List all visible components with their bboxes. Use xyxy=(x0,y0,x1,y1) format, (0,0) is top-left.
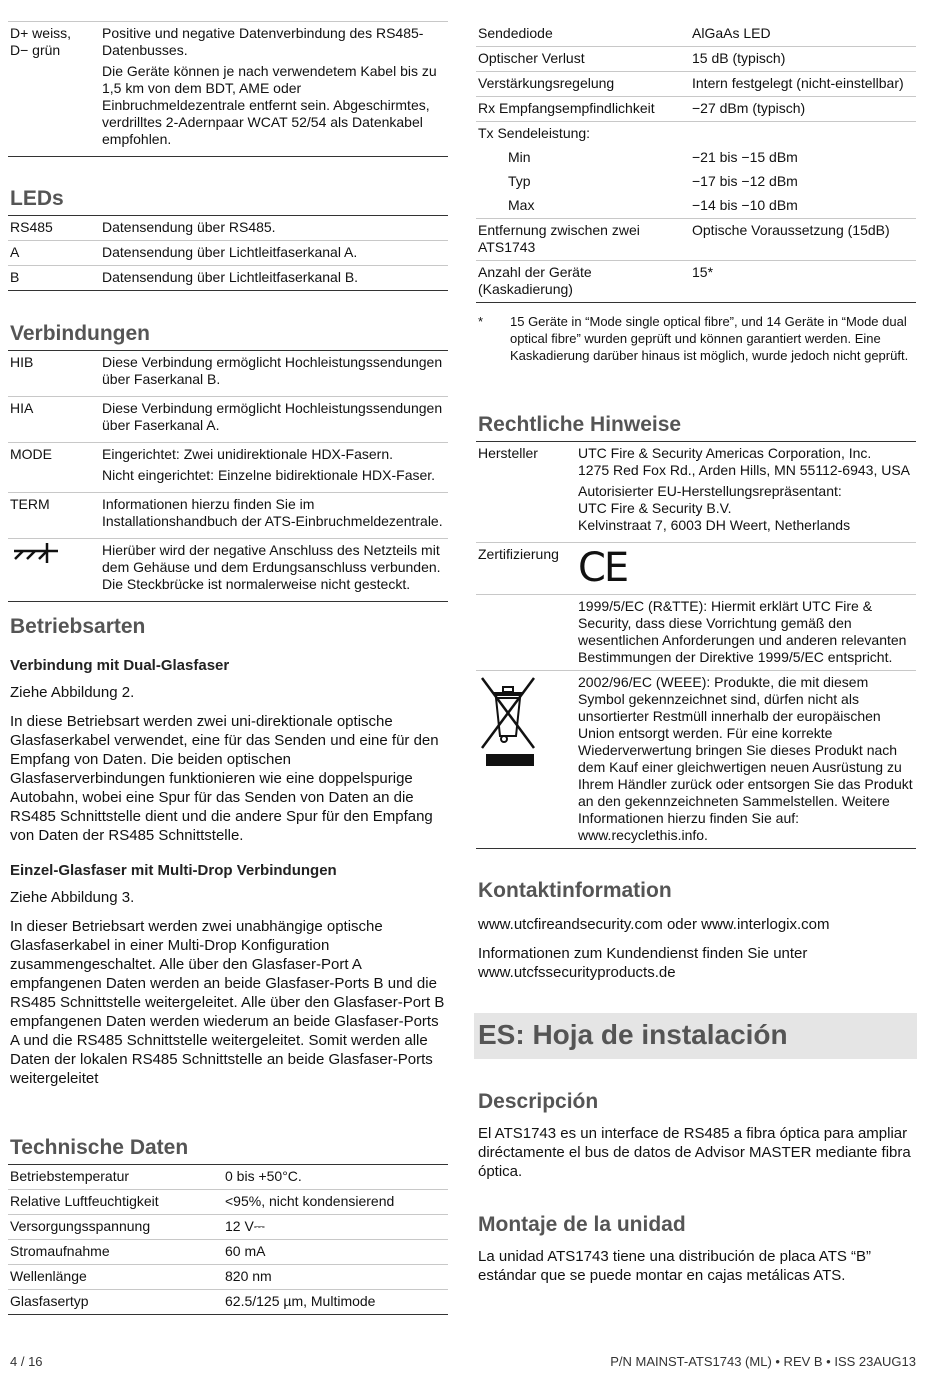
ce-mark-icon: CE xyxy=(578,545,628,591)
figure-reference: Ziehe Abbildung 3. xyxy=(10,889,135,906)
row-key: D+ weiss, D− grün xyxy=(10,25,72,58)
table-row: Zertifizierung CE xyxy=(476,543,916,595)
table-row: Hersteller UTC Fire & Security Americas Corporation, Inc. 1275 Red Fox Rd., Arden Hills, MN 55112-6943, USA Autorisierter EU-Herstellungsrepräsentant: UTC Fire & Security B.V. Kelvinstraat 7, 6003 DH Weert, Netherlands xyxy=(476,442,916,543)
footnote xyxy=(476,313,916,364)
weee-text: 2002/96/EC (WEEE): Produkte, die mit diesem Symbol gekennzeichnet sind, dürfen nicht als unsortierter Restmüll innerhalb der europäischen Union entsorgt werden. Für eine korrekte Wiederverwertung bringen Sie dieses Produkt nach dem Kauf einer gleichwertigen neuen Ausrüstung zu Ihrem Händler zurück oder entsorgen Sie das Produkt an den gekennzeichneten Sammelstellen. Weitere Informationen hierzu finden Sie auf: www.recyclethis.info. xyxy=(578,674,913,843)
paragraph: In dieser Betriebsart werden zwei unabhängige optische Glasfaserkabel in einer Multi-Drop Konfiguration zusammengeschaltet. Alle über den Glasfaser-Port A empfangenen Daten werden an beide Glasfaser-Ports B und die RS485 Schnittstelle weitergeleitet. Alle über den Glasfaser-Port B empfangenen Daten werden wiederum an beide Glasfaser-Ports A und die RS485 Schnittstelle weitergeleitet. Somit werden alle Daten der lokalen RS485 Schnittstelle an beide Glasfaser-Ports weitergeleitet xyxy=(10,918,445,1087)
footnote-mark: * xyxy=(478,314,484,329)
top-table xyxy=(8,21,448,157)
section-title: Technische Daten xyxy=(8,1136,448,1165)
footnote-text: 15 Geräte in “Mode single optical fibre”, und 14 Geräte in “Mode dual optical fibre” wurden geprüft und können garantiert werden. Eine Kaskadierung darüber hinaus ist möglich, wurde jedoch nicht geprüft. xyxy=(510,314,909,363)
section-title: Montaje de la unidad xyxy=(478,1213,686,1236)
rtte-text: 1999/5/EC (R&TTE): Hiermit erklärt UTC Fire & Security, dass diese Vorrichtung gemäß den wesentlichen Anforderungen und anderen relevanten Bestimmungen der Direktive 1999/5/EC entspricht. xyxy=(578,598,907,665)
section-title: Verbindungen xyxy=(8,322,448,351)
paragraph: El ATS1743 es un interface de RS485 a fibra óptica para ampliar diréctamente el bus de datos de Advisor MASTER mediante fibra óptica. xyxy=(478,1125,911,1180)
kontakt-section xyxy=(476,879,916,992)
table-row: Max −14 bis −10 dBm xyxy=(476,194,916,219)
table-row: Wellenlänge 820 nm xyxy=(8,1265,448,1290)
part-number: P/N MAINST-ATS1743 (ML) • REV B • ISS 23AUG13 xyxy=(610,1354,916,1369)
table-row: Anzahl der Geräte (Kaskadierung) 15* xyxy=(476,261,916,303)
paragraph: In diese Betriebsart werden zwei uni-direktionale optische Glasfaserkabel verwendet, eine für das Senden und eine für den Empfang von Daten. Die beiden optischen Glasfaserverbindungen funktionieren wie eine doppelspurige Autobahn, wobei eine Spur für das Senden von Daten an die RS485 Schnittstelle dient und die andere Spur für den Empfang von Daten der RS485 Schnittstelle. xyxy=(10,713,439,844)
table-row: Versorgungsspannung 12 V⎓ xyxy=(8,1215,448,1240)
spec-table-continued xyxy=(476,22,916,303)
table-row: Verstärkungsregelung Intern festgelegt (nicht-einstellbar) xyxy=(476,72,916,97)
table-row: Hierüber wird der negative Anschluss des Netzteils mit dem Gehäuse und dem Erdungsanschluss verbunden. Die Steckbrücke ist normalerweise nicht gesteckt. xyxy=(8,539,448,602)
table-row: Entfernung zwischen zwei ATS1743 Optische Voraussetzung (15dB) xyxy=(476,219,916,261)
leds-section xyxy=(8,187,448,291)
eu-representative: Autorisierter EU-Herstellungsrepräsentant: UTC Fire & Security B.V. Kelvinstraat 7, 6003 DH Weert, Netherlands xyxy=(578,483,851,533)
section-title: Rechtliche Hinweise xyxy=(476,413,916,442)
paragraph: La unidad ATS1743 tiene una distribución de placa ATS “B” estándar que se puede montar en cajas metálicas ATS. xyxy=(478,1248,872,1284)
section-title: Kontaktinformation xyxy=(478,879,672,902)
table-row: TERM Informationen hierzu finden Sie im Installationshandbuch der ATS-Einbruchmeldezentrale. xyxy=(8,493,448,539)
table-row: Rx Empfangsempfindlichkeit −27 dBm (typisch) xyxy=(476,97,916,122)
table-row: B Datensendung über Lichtleitfaserkanal B. xyxy=(8,266,448,291)
verbindungen-section xyxy=(8,322,448,602)
table-row: Glasfasertyp 62.5/125 µm, Multimode xyxy=(8,1290,448,1315)
row-text: Die Geräte können je nach verwendetem Kabel bis zu 1,5 km von dem BDT, AME oder Einbruchmeldezentrale entfernt sein. Abgeschirmtes, verdrilltes 2-Adernpaar WCAT 52/54 als Datenkabel empfohlen. xyxy=(102,63,437,147)
es-banner xyxy=(474,1013,917,1059)
table-row: Relative Luftfeuchtigkeit <95%, nicht kondensierend xyxy=(8,1190,448,1215)
table-row: Tx Sendeleistung: xyxy=(478,125,591,141)
page-number: 4 / 16 xyxy=(10,1354,43,1369)
table-row xyxy=(476,595,916,671)
section-title: LEDs xyxy=(8,187,448,216)
table-row: HIB Diese Verbindung ermöglicht Hochleistungssendungen über Faserkanal B. xyxy=(8,351,448,397)
table-row: Min −21 bis −15 dBm xyxy=(508,149,798,165)
section-title: Descripción xyxy=(478,1090,599,1113)
table-row: Sendediode AlGaAs LED xyxy=(476,22,916,47)
table-row: HIA Diese Verbindung ermöglicht Hochleistungssendungen über Faserkanal A. xyxy=(8,397,448,443)
section-title: Betriebsarten xyxy=(10,615,146,638)
table-row xyxy=(476,671,916,849)
montaje-section xyxy=(476,1213,916,1295)
table-row: RS485 Datensendung über RS485. xyxy=(8,216,448,241)
manufacturer-address: UTC Fire & Security Americas Corporation, Inc. 1275 Red Fox Rd., Arden Hills, MN 55112-6943, USA xyxy=(578,445,911,478)
language-section-title: ES: Hoja de instalación xyxy=(474,1013,917,1059)
rechtliche-section xyxy=(476,413,916,849)
contact-support: Informationen zum Kundendienst finden Sie unter www.utcfssecurityproducts.de xyxy=(478,945,808,981)
descripcion-section xyxy=(476,1090,916,1191)
subsection-title: Einzel-Glasfaser mit Multi-Drop Verbindungen xyxy=(10,862,337,879)
row-text: Positive und negative Datenverbindung des RS485-Datenbusses. xyxy=(102,25,424,58)
table-row: A Datensendung über Lichtleitfaserkanal A. xyxy=(8,241,448,266)
contact-websites: www.utcfireandsecurity.com oder www.interlogix.com xyxy=(478,916,830,933)
betriebsarten-section xyxy=(8,615,448,1098)
table-row: Typ −17 bis −12 dBm xyxy=(508,173,798,189)
table-row: Stromaufnahme 60 mA xyxy=(8,1240,448,1265)
table-row: Optischer Verlust 15 dB (typisch) xyxy=(476,47,916,72)
weee-bin-icon xyxy=(476,674,540,770)
table-row: Betriebstemperatur 0 bis +50°C. xyxy=(8,1165,448,1190)
technische-daten-section xyxy=(8,1136,448,1315)
subsection-title: Verbindung mit Dual-Glasfaser xyxy=(10,657,230,674)
figure-reference: Ziehe Abbildung 2. xyxy=(10,684,135,701)
table-row: MODE Eingerichtet: Zwei unidirektionale HDX-Fasern. Nicht eingerichtet: Einzelne bidirektionale HDX-Faser. xyxy=(8,443,448,493)
table-row xyxy=(8,22,448,157)
ground-symbol-icon xyxy=(10,542,62,564)
